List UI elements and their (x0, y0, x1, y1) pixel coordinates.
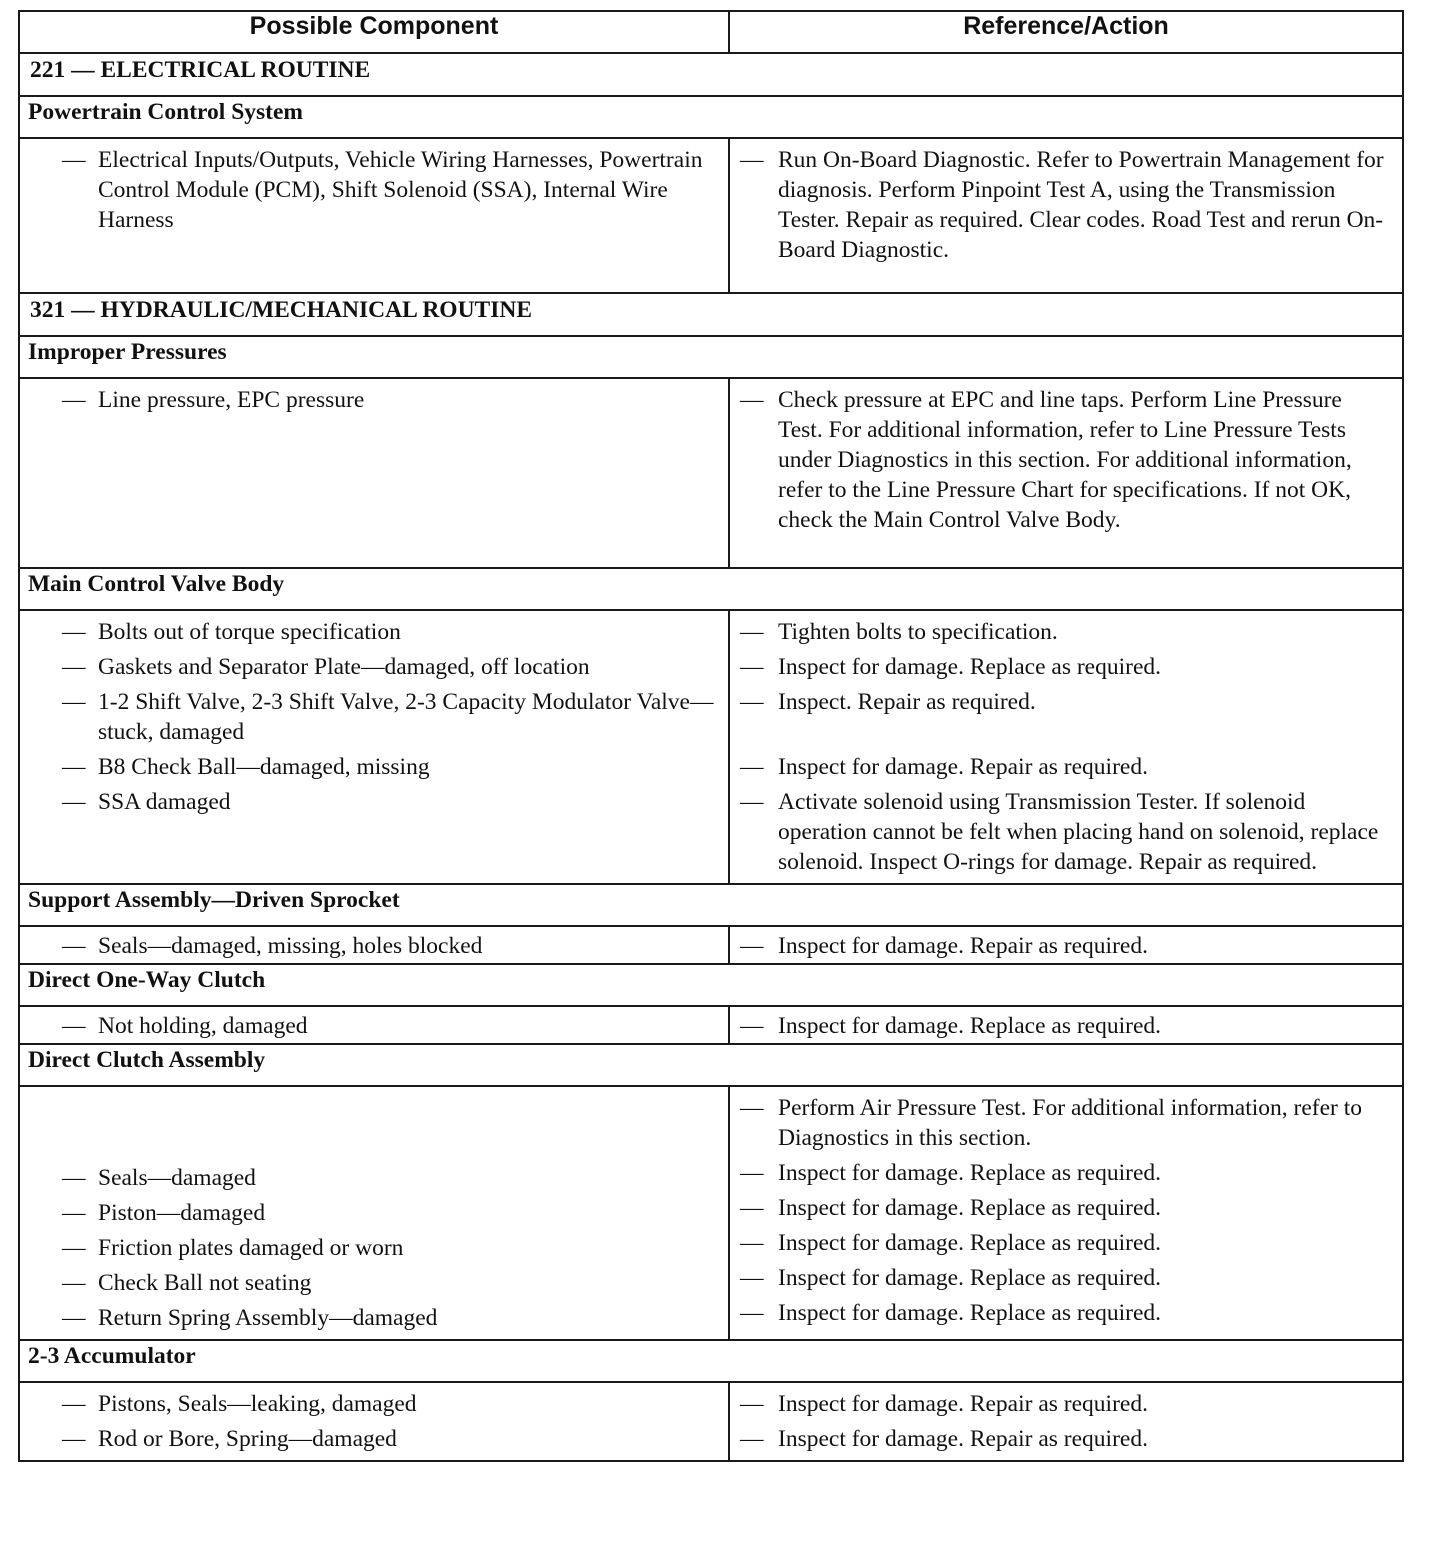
action-item: — Inspect for damage. Replace as required. (740, 1230, 1161, 1256)
component-item: — Return Spring Assembly—damaged (62, 1305, 438, 1331)
action-item: — Check pressure at EPC and line taps. Perform Line Pressure Test. For additional information, refer to Line Pressure Tests under Diagnostics in this section. For additional information, refer to the Line Pressure Chart for specifications. If not OK, check the Main Control Valve Body. (740, 387, 1352, 533)
section-title-one-way-clutch: Direct One-Way Clutch (19, 964, 1403, 1006)
dash-mark: — (740, 1013, 764, 1039)
dash-mark: — (740, 1160, 764, 1186)
table-row (19, 1006, 1403, 1044)
component-item: — Rod or Bore, Spring—damaged (62, 1426, 397, 1452)
table-row (19, 1382, 1403, 1461)
actions-cell (729, 1086, 1403, 1340)
component-item: — Bolts out of torque specification (62, 619, 401, 645)
action-item: — Inspect for damage. Repair as required. (740, 933, 1148, 959)
section-title-powertrain: Powertrain Control System (19, 96, 1403, 138)
dash-mark: — (740, 147, 764, 173)
action-item: — Tighten bolts to specification. (740, 619, 1058, 645)
table-row (19, 378, 1403, 568)
dash-mark: — (740, 387, 764, 413)
action-item: — Inspect for damage. Replace as required. (740, 1300, 1161, 1326)
table-row (19, 610, 1403, 884)
dash-mark: — (62, 654, 86, 680)
dash-mark: — (740, 1265, 764, 1291)
component-item: — SSA damaged (62, 789, 231, 815)
action-item: — Inspect. Repair as required. (740, 689, 1036, 715)
component-item: — Seals—damaged, missing, holes blocked (62, 933, 483, 959)
action-item: — Run On-Board Diagnostic. Refer to Powertrain Management for diagnosis. Perform Pinpoint Test A, using the Transmission Tester. Repair as required. Clear codes. Road Test and rerun On-Board Diagnostic. (740, 147, 1384, 263)
actions-cell (729, 138, 1403, 293)
action-item: — Inspect for damage. Replace as required. (740, 654, 1161, 680)
action-item: — Activate solenoid using Transmission Tester. If solenoid operation cannot be felt when placing hand on solenoid, replace solenoid. Inspect O-rings for damage. Repair as required. (740, 789, 1379, 875)
dash-mark: — (62, 1391, 86, 1417)
dash-mark: — (62, 754, 86, 780)
spacer (62, 1093, 718, 1163)
dash-mark: — (740, 789, 764, 815)
dash-mark: — (740, 1300, 764, 1326)
dash-mark: — (62, 1426, 86, 1452)
table-row (19, 1086, 1403, 1340)
diagnostic-table-page (18, 10, 1402, 1462)
dash-mark: — (740, 689, 764, 715)
dash-mark: — (62, 1200, 86, 1226)
components-cell (19, 1006, 729, 1044)
actions-cell (729, 1006, 1403, 1044)
actions-cell (729, 926, 1403, 964)
components-cell (19, 1382, 729, 1461)
action-item: — Inspect for damage. Replace as required. (740, 1013, 1161, 1039)
section-title-direct-clutch: Direct Clutch Assembly (19, 1044, 1403, 1086)
component-item: — B8 Check Ball—damaged, missing (62, 754, 430, 780)
components-cell (19, 926, 729, 964)
component-item: — Line pressure, EPC pressure (62, 387, 365, 413)
dash-mark: — (62, 147, 86, 173)
section-row (19, 884, 1403, 926)
routine-hydraulic: 321 — HYDRAULIC/MECHANICAL ROUTINE (19, 293, 1403, 336)
action-item: — Inspect for damage. Replace as required. (740, 1195, 1161, 1221)
component-item: — Friction plates damaged or worn (62, 1235, 404, 1261)
dash-mark: — (740, 1391, 764, 1417)
components-cell (19, 378, 729, 568)
section-title-pressures: Improper Pressures (19, 336, 1403, 378)
routine-electrical: 221 — ELECTRICAL ROUTINE (19, 53, 1403, 96)
dash-mark: — (740, 1230, 764, 1256)
dash-mark: — (62, 1235, 86, 1261)
dash-mark: — (740, 1426, 764, 1452)
dash-mark: — (62, 1270, 86, 1296)
action-item: — Inspect for damage. Repair as required. (740, 1426, 1148, 1452)
section-row (19, 1044, 1403, 1086)
section-title-accumulator: 2-3 Accumulator (19, 1340, 1403, 1382)
action-item: — Inspect for damage. Repair as required. (740, 754, 1148, 780)
dash-mark: — (62, 789, 86, 815)
section-row (19, 964, 1403, 1006)
actions-cell (729, 610, 1403, 884)
component-item: — Electrical Inputs/Outputs, Vehicle Wiring Harnesses, Powertrain Control Module (PCM), Shift Solenoid (SSA), Internal Wire Harness (62, 147, 703, 233)
table-row (19, 138, 1403, 293)
component-item: — Not holding, damaged (62, 1013, 308, 1039)
components-cell (19, 610, 729, 884)
dash-mark: — (62, 1165, 86, 1191)
component-item: — Pistons, Seals—leaking, damaged (62, 1391, 417, 1417)
components-cell (19, 1086, 729, 1340)
dash-mark: — (62, 619, 86, 645)
dash-mark: — (740, 619, 764, 645)
dash-mark: — (740, 933, 764, 959)
dash-mark: — (740, 754, 764, 780)
section-title-support: Support Assembly—Driven Sprocket (19, 884, 1403, 926)
section-title-valve-body: Main Control Valve Body (19, 568, 1403, 610)
component-item: — Seals—damaged (62, 1165, 256, 1191)
action-item: — Perform Air Pressure Test. For additional information, refer to Diagnostics in this section. (740, 1095, 1362, 1151)
actions-cell (729, 1382, 1403, 1461)
section-row (19, 96, 1403, 138)
dash-mark: — (62, 689, 86, 715)
component-item: — Piston—damaged (62, 1200, 266, 1226)
dash-mark: — (740, 654, 764, 680)
diagnostic-table (18, 10, 1404, 1462)
component-item: — 1-2 Shift Valve, 2-3 Shift Valve, 2-3 Capacity Modulator Valve—stuck, damaged (62, 689, 714, 745)
table-header-row (19, 11, 1403, 53)
section-row (19, 1340, 1403, 1382)
actions-cell (729, 378, 1403, 568)
routine-row (19, 53, 1403, 96)
component-item: — Gaskets and Separator Plate—damaged, off location (62, 654, 590, 680)
components-cell (19, 138, 729, 293)
routine-row (19, 293, 1403, 336)
table-row (19, 926, 1403, 964)
dash-mark: — (62, 1013, 86, 1039)
action-item: — Inspect for damage. Replace as required. (740, 1160, 1161, 1186)
dash-mark: — (740, 1195, 764, 1221)
section-row (19, 336, 1403, 378)
header-possible-component: Possible Component (19, 11, 729, 53)
action-item: — Inspect for damage. Repair as required. (740, 1391, 1148, 1417)
dash-mark: — (740, 1095, 764, 1121)
dash-mark: — (62, 1305, 86, 1331)
header-reference-action: Reference/Action (729, 11, 1403, 53)
component-item: — Check Ball not seating (62, 1270, 312, 1296)
section-row (19, 568, 1403, 610)
action-item: — Inspect for damage. Replace as required. (740, 1265, 1161, 1291)
dash-mark: — (62, 933, 86, 959)
dash-mark: — (62, 387, 86, 413)
